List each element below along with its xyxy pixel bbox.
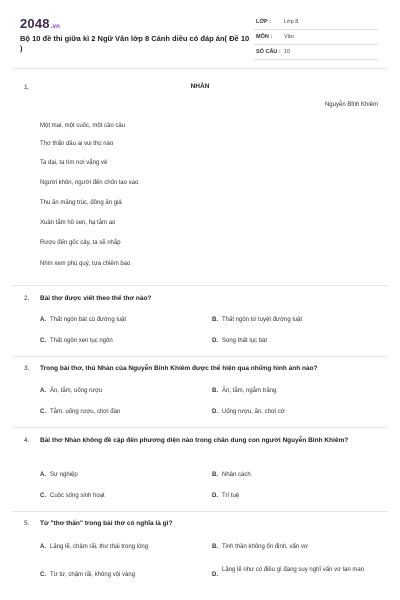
option-letter: A. [40, 472, 46, 478]
question-text: Từ "thơ thẩn" trong bài thơ có nghĩa là gì? [40, 520, 173, 527]
question-text: Bài thơ Nhàn không đề cập đến phương diện nào trong chân dung con người Nguyễn Bỉnh Khiêm? [40, 437, 349, 444]
divider [12, 285, 388, 286]
info-key: LỚP : [256, 19, 271, 25]
option-text: Song thất lục bát [222, 338, 268, 344]
option-text: Ăn, tắm, ngắm trăng [222, 388, 277, 394]
option-letter: C. [40, 572, 46, 578]
question-number: 3. [24, 365, 30, 372]
logo-text: 2048 [20, 16, 50, 31]
poem-line: Rượu đến gốc cây, ta sẽ nhắp [40, 240, 121, 246]
option-text: Ăn, tắm, uống rượu [50, 388, 103, 394]
info-value: 10 [284, 49, 291, 55]
info-row-subject [254, 30, 378, 45]
question-number: 5. [24, 520, 30, 527]
option-text: Sự nghiệp [50, 472, 78, 478]
question-number: 2. [24, 295, 30, 302]
poem-line: Xuân tắm hồ sen, hạ tắm ao [40, 220, 116, 226]
info-row-count [254, 45, 378, 60]
poem-title: NHÀN [190, 83, 210, 90]
option-text: Thất ngôn tứ tuyệt đường luật [222, 317, 303, 323]
option-text: Tắm, uống rượu, chơi đàn [50, 409, 121, 415]
divider [12, 356, 388, 357]
option-text: Uống rượu, ăn, chơi cờ [222, 409, 285, 415]
question-text: Trong bài thơ, thú Nhàn của Nguyễn Bỉnh Khiêm được thể hiện qua những hình ảnh nào? [40, 365, 318, 372]
option-text: Lặng lẽ, chậm rãi, thư thái trong lòng [50, 544, 149, 550]
poem-author: Nguyễn Bỉnh Khiêm [324, 102, 378, 108]
option-letter: D. [212, 493, 218, 499]
poem-line: Thu ăn măng trúc, đông ăn giá [40, 200, 122, 206]
option-letter: C. [40, 409, 46, 415]
info-value: Lớp 8 [284, 19, 299, 25]
divider [12, 68, 388, 69]
divider [12, 427, 388, 428]
option-letter: A. [40, 388, 46, 394]
option-text: Cuộc sống sinh hoạt [50, 493, 105, 499]
page-header [0, 0, 400, 64]
info-key: SỐ CÂU : [256, 49, 281, 55]
option-text: Trí tuệ [222, 493, 240, 499]
option-letter: B. [212, 317, 218, 323]
option-letter: C. [40, 338, 46, 344]
option-letter: D. [212, 572, 218, 578]
option-text: Từ từ, chậm rãi, không vội vàng [50, 572, 136, 578]
option-letter: B. [212, 544, 218, 550]
option-letter: D. [212, 409, 218, 415]
option-letter: D. [212, 338, 218, 344]
poem-line: Người khôn, người đến chốn lao xao [40, 180, 139, 186]
option-letter: A. [40, 544, 46, 550]
question-text: Bài thơ được viết theo thể thơ nào? [40, 295, 152, 302]
option-letter: B. [212, 472, 218, 478]
poem-line: Ta dại, ta tìm nơi vắng vẻ [40, 160, 108, 166]
question-number: 1. [24, 84, 30, 91]
poem-line: Thơ thẩn dầu ai vui thú nào [40, 141, 114, 147]
logo-suffix: .vn [50, 24, 61, 30]
poem-line: Một mai, một cuốc, một cần câu [40, 123, 126, 129]
divider [12, 511, 388, 512]
option-letter: B. [212, 388, 218, 394]
exam-title: Bộ 10 đề thi giữa kì 2 Ngữ Văn lớp 8 Cánh diều có đáp án( Đề 10 ) [20, 34, 250, 53]
info-row-class [254, 15, 378, 30]
option-letter: A. [40, 317, 46, 323]
site-logo[interactable] [20, 16, 60, 31]
option-text: Lặng lẽ như có điều gì đang suy nghĩ vấn vơ lan man [222, 567, 365, 573]
question-number: 4. [24, 437, 30, 444]
option-letter: C. [40, 493, 46, 499]
info-value: Văn [284, 34, 294, 40]
option-text: Thất ngôn xen lục ngôn [50, 338, 113, 344]
option-text: Nhân cách [222, 472, 251, 478]
option-text: Thất ngôn bát cú đường luật [50, 317, 127, 323]
info-key: MÔN : [256, 34, 273, 40]
poem-line: Nhìn xem phú quý, tựa chiêm bao [40, 261, 131, 267]
option-text: Tinh thần không ổn định, vẩn vơ [222, 544, 308, 550]
